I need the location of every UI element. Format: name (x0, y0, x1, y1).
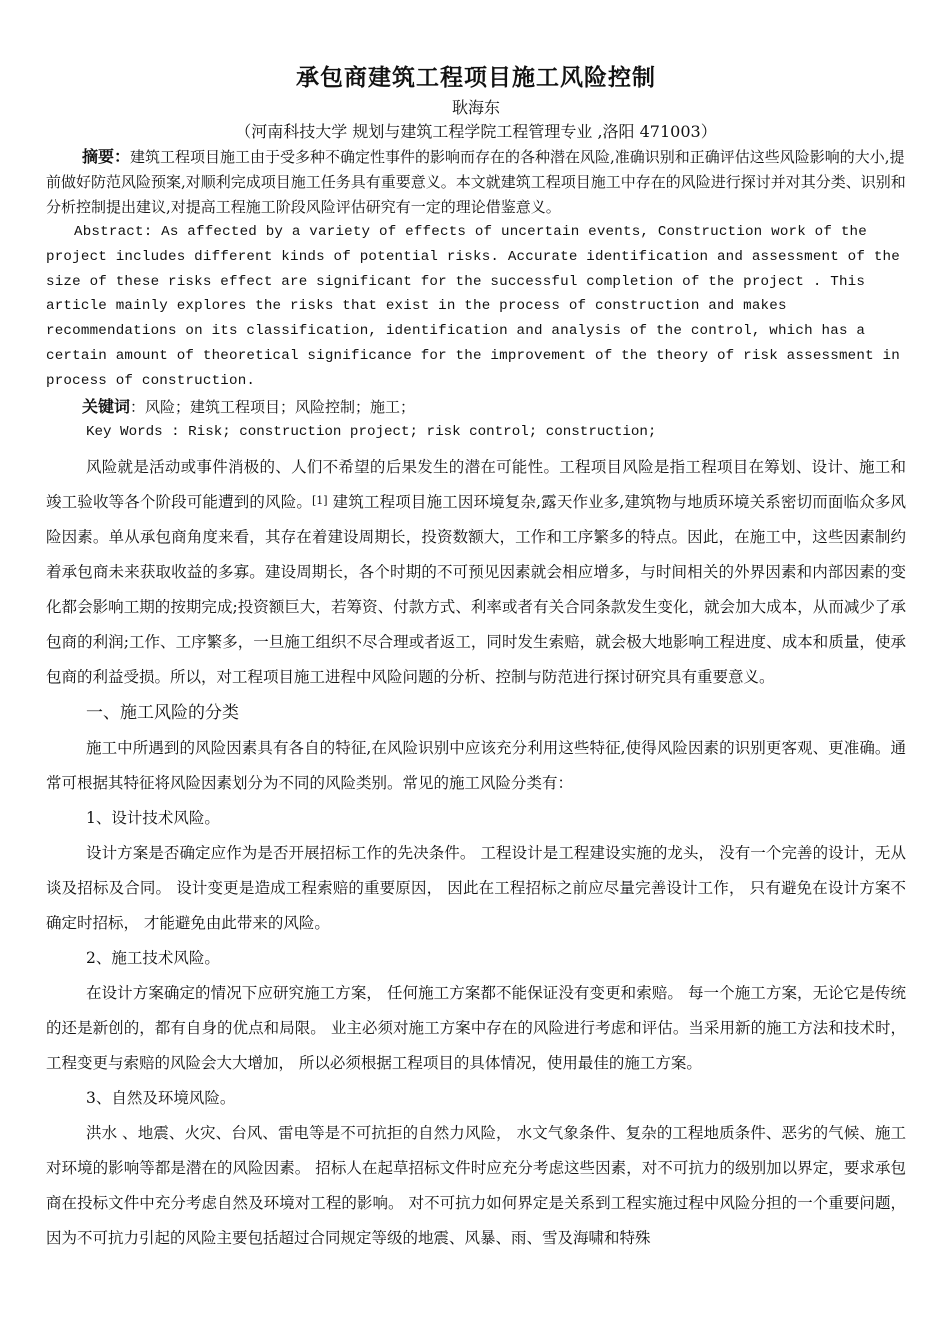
intro-paragraph (46, 450, 906, 695)
keywords-label: 关键词 (82, 396, 131, 416)
citation-marker: [1] (312, 493, 328, 507)
author-affiliation: （河南科技大学 规划与建筑工程学院工程管理专业 ,洛阳 471003） (235, 122, 717, 141)
subsection-paragraph-1: 设计方案是否确定应作为是否开展招标工作的先决条件。 工程设计是工程建设实施的龙头， 没有一个完善的设计，无从谈及招标及合同。 设计变更是造成工程索赔的重要原因， 因此在工程招标之前应尽量完善设计工作， 只有避免在设计方案不确定时招标， 才能避免由此带来的风险。 (46, 843, 906, 932)
intro-text-2: 建筑工程项目施工因环境复杂,露天作业多,建筑物与地质环境关系密切而面临众多风险因素。单从承包商角度来看，其存在着建设周期长，投资数额大，工作和工序繁多的特点。因此，在施工中，这些因素制约着承包商未来获取收益的多寡。建设周期长，各个时期的不可预见因素就会相应增多，与时间相关的外界因素和内部因素的变化都会影响工期的按期完成;投资额巨大，若筹资、付款方式、利率或者有关合同条款发生变化，就会加大成本，从而减少了承包商的利润;工作、工序繁多，一旦施工组织不尽合理或者返工，同时发生索赔，就会极大地影响工程进度、成本和质量，使承包商的利益受损。所以，对工程项目施工进程中风险问题的分析、控制与防范进行探讨研究具有重要意义。 (46, 492, 906, 686)
keywords-chinese-text: ：风险；建筑工程项目；风险控制；施工； (130, 397, 416, 416)
abstract-chinese (46, 144, 906, 220)
subsection-paragraph-2: 在设计方案确定的情况下应研究施工方案， 任何施工方案都不能保证没有变更和索赔。 每一个施工方案，无论它是传统的还是新创的，都有自身的优点和局限。 业主必须对施工方案中存在的风险进行考虑和评估。当采用新的施工方法和技术时， 工程变更与索赔的风险会大大增加， 所以必须根据工程项目的具体情况，使用最佳的施工方案。 (46, 983, 906, 1072)
paper-page (46, 60, 906, 1256)
subsection-paragraph-3: 洪水 、地震、火灾、台风、雷电等是不可抗拒的自然力风险， 水文气象条件、复杂的工程地质条件、恶劣的气候、施工对环境的影响等都是潜在的风险因素。 招标人在起草招标文件时应充分考虑这些因素，对不可抗力的级别加以界定，要求承包商在投标文件中充分考虑自然及环境对工程的影响。 对不可抗力如何界定是关系到工程实施过程中风险分担的一个重要问题，因为不可抗力引起的风险主要包括超过合同规定等级的地震、风暴、雨、雪及海啸和特殊 (46, 1123, 906, 1247)
abstract-label: 摘要： (82, 147, 131, 166)
intro-text-1: 风险就是活动或事件消极的、人们不希望的后果发生的潜在可能性。工程项目风险是指工程项目在筹划、设计、施工和竣工验收等各个阶段可能遭到的风险。 (46, 457, 906, 511)
keywords-english: Key Words : Risk; construction project; risk control; construction; (86, 423, 657, 440)
paper-title: 承包商建筑工程项目施工风险控制 (296, 65, 656, 91)
subsection-title-1: 1、设计技术风险。 (86, 808, 220, 827)
subsection-title-2: 2、施工技术风险。 (86, 948, 220, 967)
author-name: 耿海东 (451, 98, 500, 117)
section-heading: 一、施工风险的分类 (86, 702, 239, 723)
abstract-chinese-text: 建筑工程项目施工由于受多种不确定性事件的影响而存在的各种潜在风险,准确识别和正确评估这些风险影响的大小,提前做好防范风险预案,对顺利完成项目施工任务具有重要意义。本文就建筑工程项目施工中存在的风险进行探讨并对其分类、识别和分析控制提出建议,对提高工程施工阶段风险评估研究有一定的理论借鉴意义。 (46, 148, 906, 216)
abstract-english: Abstract: As affected by a variety of effects of uncertain events, Construction work of the project includes different kinds of potential risks. Accurate identification and assessment of the size of these risks effect are significant for the successful completion of the project . This article mainly explores the risks that exist in the process of construction and makes recommendations on its classification, identification and analysis of the control, which has a certain amount of theoretical significance for the improvement of the theory of risk assessment in process of construction. (46, 224, 900, 389)
section-intro-paragraph: 施工中所遇到的风险因素具有各自的特征,在风险识别中应该充分利用这些特征,使得风险因素的识别更客观、更准确。通常可根据其特征将风险因素划分为不同的风险类别。常见的施工风险分类有： (46, 738, 906, 792)
keywords-chinese (46, 394, 906, 420)
subsection-title-3: 3、自然及环境风险。 (86, 1088, 236, 1107)
